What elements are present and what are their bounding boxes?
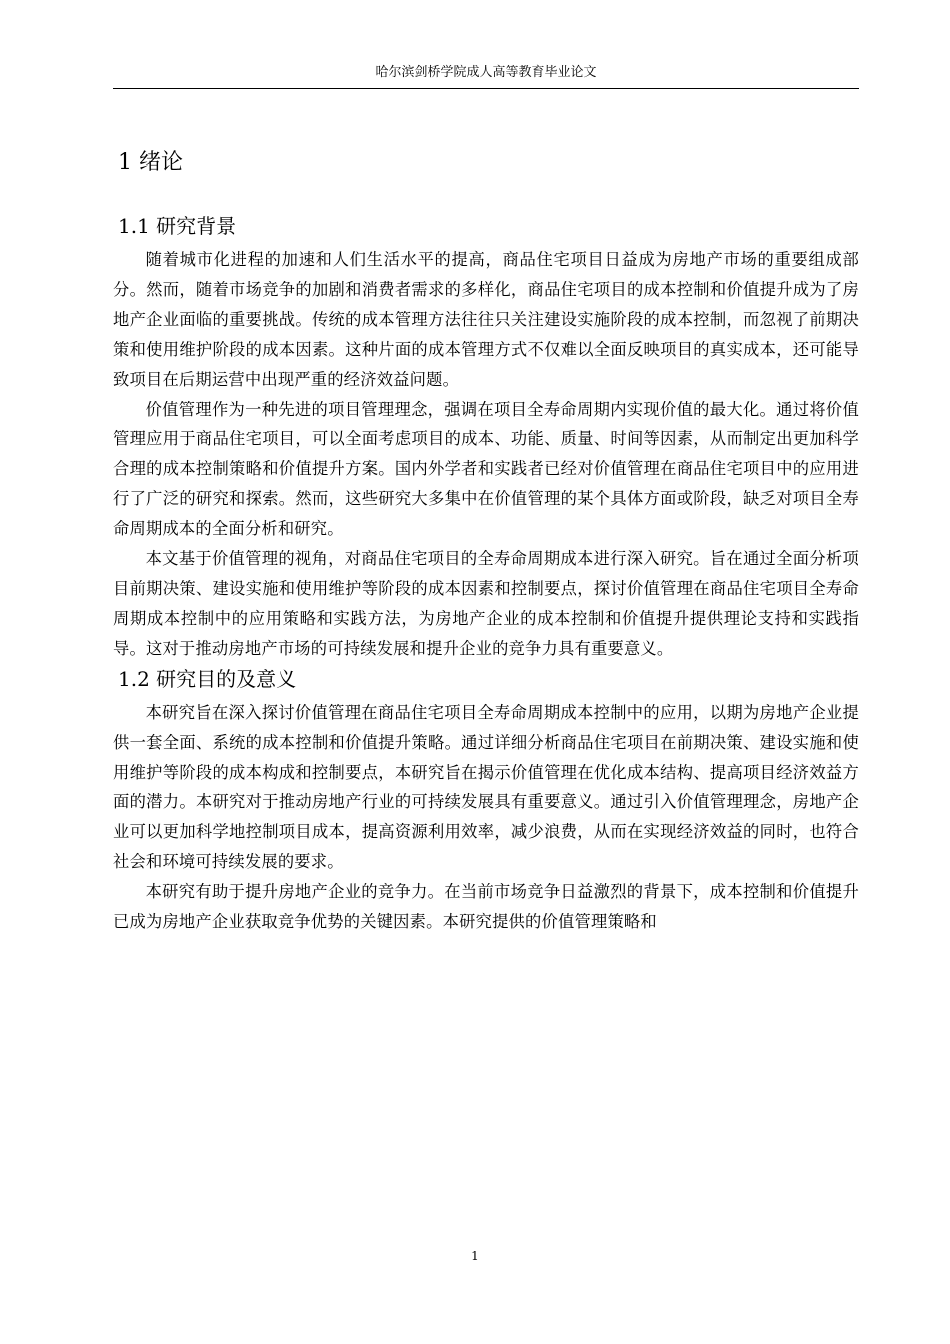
section-title-1-1: 1.1 研究背景	[118, 214, 237, 238]
header-rule	[113, 88, 859, 89]
paragraph: 本研究旨在深入探讨价值管理在商品住宅项目全寿命周期成本控制中的应用，以期为房地产企业提供一套全面、系统的成本控制和价值提升策略。通过详细分析商品住宅项目在前期决策、建设实施和使用维护等阶段的成本构成和控制要点，本研究旨在揭示价值管理在优化成本结构、提高项目经济效益方面的潜力。本研究对于推动房地产行业的可持续发展具有重要意义。通过引入价值管理理念，房地产企业可以更加科学地控制项目成本，提高资源利用效率，减少浪费，从而在实现经济效益的同时，也符合社会和环境可持续发展的要求。	[113, 702, 859, 872]
paragraph: 随着城市化进程的加速和人们生活水平的提高，商品住宅项目日益成为房地产市场的重要组成部分。然而，随着市场竞争的加剧和消费者需求的多样化，商品住宅项目的成本控制和价值提升成为了房地产企业面临的重要挑战。传统的成本管理方法往往只关注建设实施阶段的成本控制，而忽视了前期决策和使用维护阶段的成本因素。这种片面的成本管理方式不仅难以全面反映项目的真实成本，还可能导致项目在后期运营中出现严重的经济效益问题。	[113, 250, 859, 389]
section-title-1-2: 1.2 研究目的及意义	[118, 666, 297, 691]
paragraph: 本文基于价值管理的视角，对商品住宅项目的全寿命周期成本进行深入研究。旨在通过全面分析项目前期决策、建设实施和使用维护等阶段的成本因素和控制要点，探讨价值管理在商品住宅项目全寿命周期成本控制中的应用策略和实践方法，为房地产企业的成本控制和价值提升提供理论支持和实践指导。这对于推动房地产市场的可持续发展和提升企业的竞争力具有重要意义。	[113, 549, 859, 658]
paragraph: 价值管理作为一种先进的项目管理理念，强调在项目全寿命周期内实现价值的最大化。通过将价值管理应用于商品住宅项目，可以全面考虑项目的成本、功能、质量、时间等因素，从而制定出更加科学合理的成本控制策略和价值提升方案。国内外学者和实践者已经对价值管理在商品住宅项目中的应用进行了广泛的研究和探索。然而，这些研究大多集中在价值管理的某个具体方面或阶段，缺乏对项目全寿命周期成本的全面分析和研究。	[113, 399, 859, 539]
running-header: 哈尔滨剑桥学院成人高等教育毕业论文	[375, 65, 597, 80]
page-content	[113, 145, 859, 937]
page-number: 1	[471, 1249, 479, 1263]
chapter-title: 1 绪论	[118, 150, 183, 175]
paragraph: 本研究有助于提升房地产企业的竞争力。在当前市场竞争日益激烈的背景下，成本控制和价值提升已成为房地产企业获取竞争优势的关键因素。本研究提供的价值管理策略和	[113, 882, 859, 932]
